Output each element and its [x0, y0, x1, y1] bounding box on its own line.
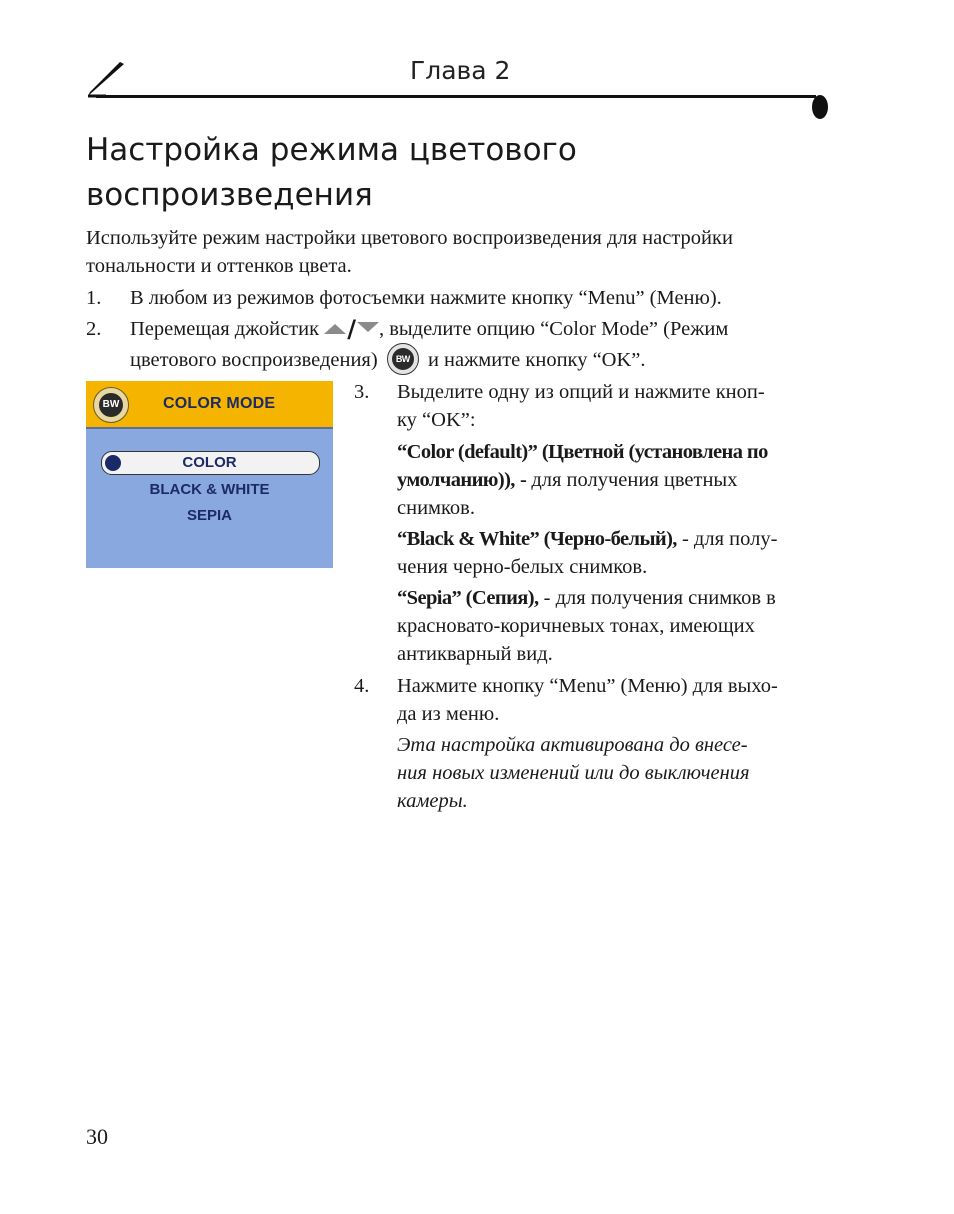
step-3-line-1: Выделите одну из опций и нажмите кноп-: [397, 381, 765, 403]
header-swoosh-icon: [86, 60, 128, 100]
camera-menu-header: [86, 381, 333, 429]
page-title: [86, 128, 726, 218]
option-color: [397, 438, 837, 522]
joystick-down-icon: [357, 322, 379, 332]
step-2-text-d: и нажмите кнопку “OK”.: [427, 349, 646, 371]
option-bw: [397, 525, 837, 581]
intro-line-2: тональности и оттенков цвета.: [86, 255, 352, 277]
intro-line-1: Используйте режим настройки цветового воспроизведения для настройки: [86, 227, 733, 249]
option-sepia-desc-1: - для получения снимков в: [543, 587, 776, 609]
title-line-2: воспроизведения: [86, 177, 373, 213]
option-color-label-2: умолчанию)),: [397, 469, 515, 491]
menu-option-black-white: BLACK & WHITE: [149, 481, 270, 498]
joystick-slash-icon: /: [347, 315, 356, 343]
step-3-number: 3.: [354, 381, 370, 403]
intro-paragraph: [86, 224, 826, 280]
page-number: 30: [86, 1124, 108, 1149]
color-mode-icon: BW: [387, 343, 419, 375]
camera-menu-title: COLOR MODE: [163, 395, 276, 412]
option-sepia-label: “Sepia” (Сепия),: [397, 587, 539, 609]
step-2-text-a: Перемещая джойстик: [130, 318, 320, 340]
option-bw-label: “Black & White” (Черно-белый),: [397, 528, 677, 550]
step-1-text: В любом из режимов фотосъемки нажмите кнопку “Menu” (Меню).: [130, 287, 722, 309]
step-4-number: 4.: [354, 675, 370, 697]
option-color-label-1: “Color (default)” (Цветной (установлена по: [397, 441, 768, 463]
option-sepia-desc-2: красновато-коричневых тонах, имеющих: [397, 615, 755, 637]
option-sepia: [397, 584, 837, 668]
step-2-number: 2.: [86, 318, 102, 340]
bw-color-mode-icon: BW: [93, 387, 129, 423]
step-3-line-2: ку “OK”:: [397, 409, 476, 431]
option-color-desc-1: для получения цветных: [531, 469, 738, 491]
color-options-list: [397, 438, 837, 668]
note-line-3: камеры.: [397, 790, 468, 812]
step-2-text-b: , выделите опцию “Color Mode” (Режим: [378, 318, 729, 340]
step-4-line-1: Нажмите кнопку “Menu” (Меню) для выхо-: [397, 675, 778, 697]
settings-note: [397, 731, 837, 815]
header-dot: [812, 95, 828, 119]
header-rule: [96, 95, 816, 98]
camera-menu-screen: [86, 381, 333, 568]
note-line-2: ния новых изменений или до выключения: [397, 762, 750, 784]
chapter-label: Глава 2: [410, 56, 511, 85]
step-2-text-c: цветового воспроизведения): [130, 349, 378, 371]
menu-option-color: COLOR: [182, 454, 237, 471]
option-sepia-desc-3: антикварный вид.: [397, 643, 553, 665]
option-bw-desc-1: - для полу-: [681, 528, 778, 550]
option-color-desc-2: снимков.: [397, 497, 475, 519]
menu-option-sepia: SEPIA: [186, 507, 232, 524]
option-bw-desc-2: чения черно-белых снимков.: [397, 556, 648, 578]
step-4-line-2: да из меню.: [397, 703, 500, 725]
title-line-1: Настройка режима цветового: [86, 132, 577, 168]
step-2: [86, 315, 846, 375]
note-line-1: Эта настройка активирована до внесе-: [397, 734, 748, 756]
joystick-up-icon: [324, 324, 346, 334]
option-color-dash: -: [519, 469, 527, 491]
step-1-number: 1.: [86, 287, 102, 309]
